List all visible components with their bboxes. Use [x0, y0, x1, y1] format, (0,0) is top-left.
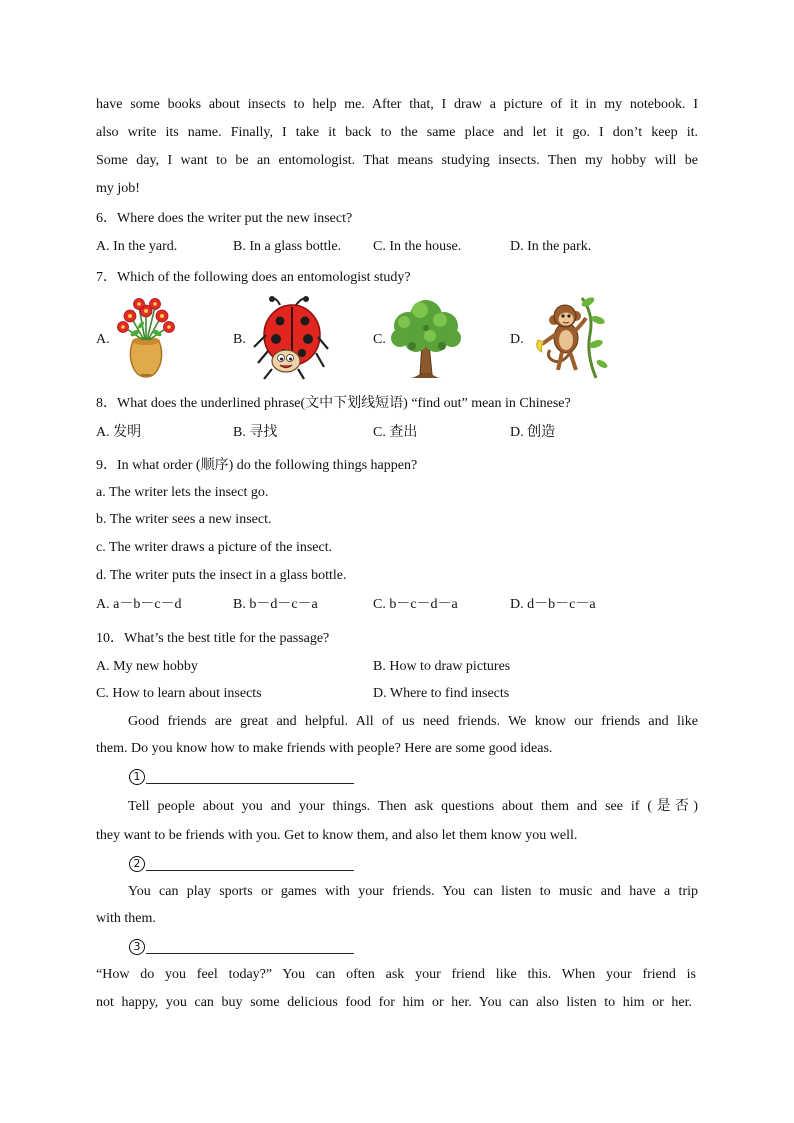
question-9-option-d[interactable]: D. d－b－c－a [510, 597, 596, 612]
question-8-option-d-letter: D. [510, 425, 524, 440]
question-6-option-b[interactable]: B. In a glass bottle. [233, 239, 342, 254]
passage2-para1-line-1 [128, 796, 698, 817]
question-8-stem-a: 8．What does the underlined phrase( [96, 396, 306, 411]
passage-line-4: my job! [96, 181, 140, 196]
passage2-para1-line-2: they want to be friends with you. Get to know them, and also let them know you well. [96, 828, 578, 843]
question-9-stem-cn: 顺序 [200, 457, 229, 473]
question-8-option-c-text: 查出 [389, 424, 418, 440]
question-8-stem [96, 392, 571, 412]
question-9-option-a[interactable]: A. a－b－c－d [96, 597, 182, 612]
question-8-option-a[interactable] [96, 422, 141, 443]
passage2-para3-line-1: “How do you feel today?” You can often ask your friend like this. When your friend is [96, 967, 696, 982]
answer-blank-2[interactable] [146, 870, 354, 871]
passage2-para3-line-2: not happy, you can buy some delicious food for him or her. You can also listen to him or her. [96, 995, 692, 1010]
question-8-option-a-letter: A. [96, 425, 110, 440]
question-9-item-c: c. The writer draws a picture of the insect. [96, 540, 333, 555]
passage-line-1: have some books about insects to help me. After that, I draw a picture of it in my notebook. I [96, 97, 698, 112]
question-10-option-d[interactable]: D. Where to find insects [373, 686, 510, 701]
question-9-item-b: b. The writer sees a new insect. [96, 512, 272, 527]
blank-number-1: 1 [129, 769, 145, 785]
question-9-stem-a: 9．In what order ( [96, 458, 201, 473]
blank-number-2: 2 [129, 856, 145, 872]
tree-icon[interactable] [390, 294, 462, 380]
question-8-option-b-letter: B. [233, 425, 246, 440]
question-6-option-d[interactable]: D. In the park. [510, 239, 592, 254]
answer-blank-1[interactable] [146, 783, 354, 784]
question-9-option-b[interactable]: B. b－d－c－a [233, 597, 318, 612]
question-8-option-d[interactable] [510, 422, 555, 443]
passage2-para1-text-a: Tell people about you and your things. Then ask questions about them and see if ( [128, 799, 653, 814]
passage2-para2-line-1: You can play sports or games with your friends. You can listen to music and have a trip [128, 884, 698, 899]
question-10-option-b[interactable]: B. How to draw pictures [373, 659, 511, 674]
question-8-option-d-text: 创造 [527, 424, 556, 440]
question-10-option-c[interactable]: C. How to learn about insects [96, 686, 262, 701]
question-7-label-a[interactable]: A. [96, 332, 110, 347]
question-10-stem: 10．What’s the best title for the passage? [96, 631, 330, 646]
question-6-stem: 6．Where does the writer put the new insect? [96, 211, 353, 226]
flower-vase-icon[interactable] [115, 295, 177, 380]
question-8-option-c-letter: C. [373, 425, 386, 440]
passage2-intro-line-1: Good friends are great and helpful. All of us need friends. We know our friends and like [128, 714, 698, 729]
answer-blank-3[interactable] [146, 953, 354, 954]
question-6-option-c[interactable]: C. In the house. [373, 239, 462, 254]
passage-line-3: Some day, I want to be an entomologist. That means studying insects. Then my hobby will be [96, 153, 698, 168]
question-9-item-d: d. The writer puts the insect in a glass bottle. [96, 568, 347, 583]
question-8-stem-b: ) “find out” mean in Chinese? [403, 396, 571, 411]
passage-line-2: also write its name. Finally, I take it back to the same place and let it go. I don’t keep it. [96, 125, 698, 140]
question-7-stem: 7．Which of the following does an entomologist study? [96, 270, 411, 285]
question-7-label-d[interactable]: D. [510, 332, 524, 347]
question-7-label-c[interactable]: C. [373, 332, 386, 347]
question-8-option-b-text: 寻找 [249, 424, 278, 440]
monkey-icon[interactable] [532, 294, 608, 382]
passage2-para2-line-2: with them. [96, 911, 156, 926]
question-7-label-b[interactable]: B. [233, 332, 246, 347]
question-9-stem [96, 454, 417, 474]
ladybug-icon[interactable] [250, 295, 332, 383]
blank-number-3: 3 [129, 939, 145, 955]
passage2-intro-line-2: them. Do you know how to make friends with people? Here are some good ideas. [96, 741, 553, 756]
question-10-option-a[interactable]: A. My new hobby [96, 659, 198, 674]
passage2-para1-text-cn: 是否 [652, 798, 694, 814]
question-8-option-a-text: 发明 [113, 424, 142, 440]
question-9-stem-b: ) do the following things happen? [228, 458, 418, 473]
question-9-item-a: a. The writer lets the insect go. [96, 485, 269, 500]
passage2-para1-text-b: ) [693, 799, 698, 814]
question-8-option-c[interactable] [373, 422, 417, 443]
question-9-option-c[interactable]: C. b－c－d－a [373, 597, 458, 612]
question-8-stem-cn: 文中下划线短语 [305, 395, 404, 411]
question-6-option-a[interactable]: A. In the yard. [96, 239, 178, 254]
question-8-option-b[interactable] [233, 422, 277, 443]
